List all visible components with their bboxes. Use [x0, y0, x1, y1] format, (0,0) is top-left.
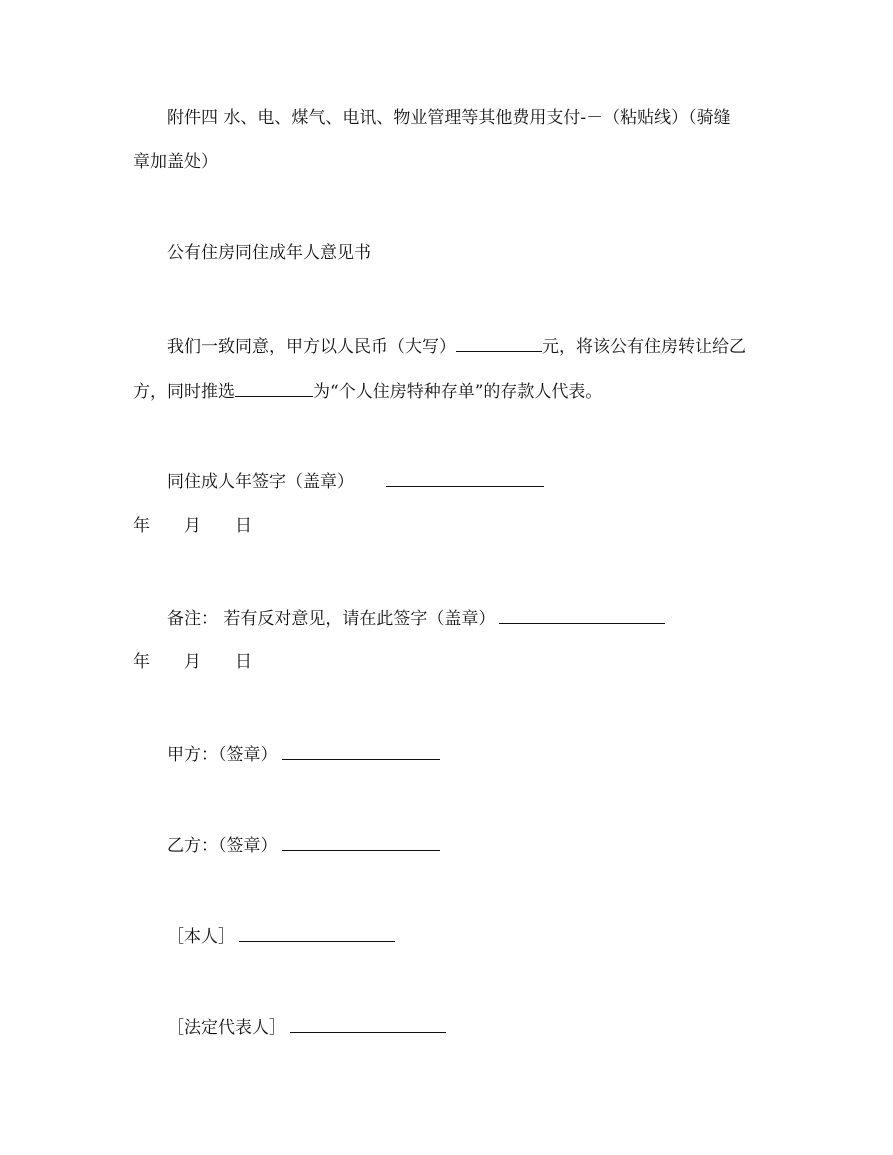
remark-row — [167, 605, 665, 631]
date-year: 年 — [133, 652, 150, 672]
party-b-label: 乙方：（签章） — [167, 836, 278, 856]
cosign-date — [133, 514, 252, 538]
legal-rep-row — [167, 1014, 446, 1040]
remark-signature-blank[interactable] — [499, 605, 665, 624]
date-year: 年 — [133, 516, 150, 536]
self-label: ［本人］ — [167, 927, 235, 947]
date-month: 月 — [184, 652, 201, 672]
party-a-signature-blank[interactable] — [282, 741, 440, 760]
agreement-text-2: 元，将该公有住房转让给乙 — [542, 337, 746, 357]
party-b-row — [167, 832, 440, 858]
attachment-line-1: 附件四 水、电、煤气、电讯、物业管理等其他费用支付-－（粘贴线）（骑缝 — [167, 108, 731, 128]
document-title: 公有住房同住成年人意见书 — [167, 243, 371, 263]
cosign-label: 同住成人年签字（盖章） — [167, 472, 354, 492]
cosign-row — [167, 468, 544, 494]
party-a-label: 甲方：（签章） — [167, 745, 278, 765]
remark-label: 备注： 若有反对意见，请在此签字（盖章） — [167, 609, 496, 629]
agreement-line-1 — [167, 333, 746, 359]
self-row — [167, 923, 395, 949]
attachment-line-2: 章加盖处） — [133, 152, 218, 172]
party-b-signature-blank[interactable] — [282, 832, 440, 851]
legal-rep-signature-blank[interactable] — [290, 1014, 446, 1033]
agreement-text-1: 我们一致同意，甲方以人民币（大写） — [167, 337, 456, 357]
remark-date — [133, 650, 252, 674]
amount-blank[interactable] — [456, 333, 542, 352]
party-a-row — [167, 741, 440, 767]
date-month: 月 — [184, 516, 201, 536]
agreement-line-2 — [133, 378, 602, 404]
agreement-text-3: 方，同时推选 — [133, 382, 235, 402]
self-signature-blank[interactable] — [239, 923, 395, 942]
agreement-text-4: 为“个人住房特种存单”的存款人代表。 — [313, 382, 603, 402]
representative-blank[interactable] — [235, 378, 313, 397]
cosign-signature-blank[interactable] — [386, 468, 544, 487]
date-day: 日 — [235, 652, 252, 672]
legal-rep-label: ［法定代表人］ — [167, 1018, 286, 1038]
date-day: 日 — [235, 516, 252, 536]
